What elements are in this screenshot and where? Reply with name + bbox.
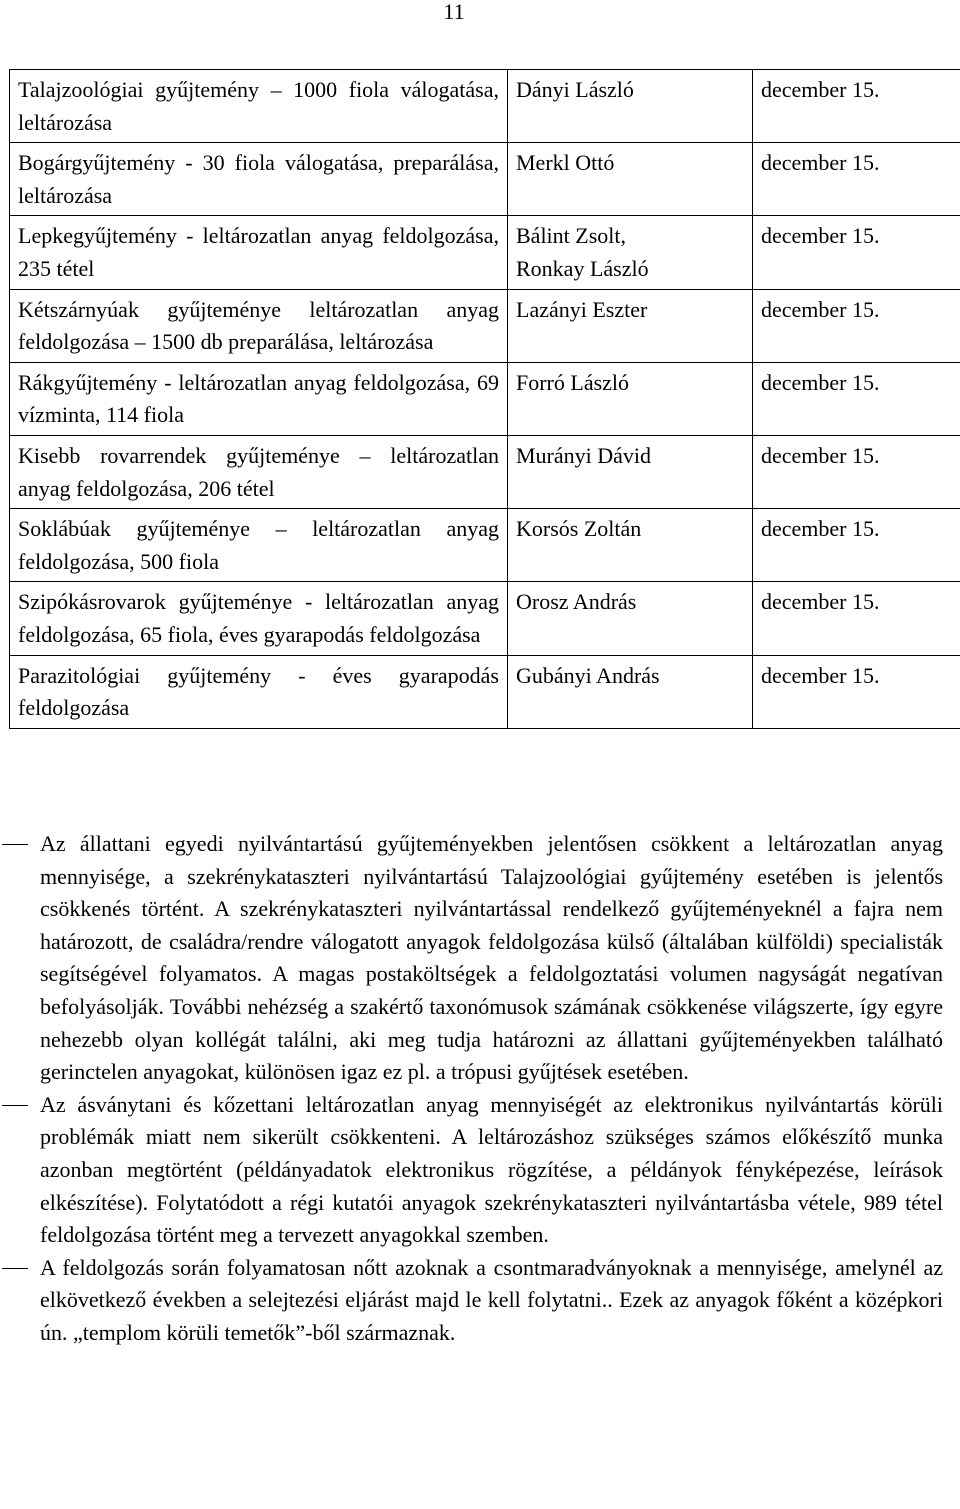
table-row [10,143,960,216]
responsible-cell [508,143,753,216]
task-cell: Parazitológiai gyűjtemény - éves gyarapodás feldolgozása [10,655,508,728]
task-table [9,69,960,729]
paragraph-text: Az ásványtani és kőzettani leltározatlan anyag mennyiségét az elektronikus nyilvántartás körüli problémák miatt nem sikerült csökkenteni. A leltározáshoz szükséges számos előkészítő munka azonban megtörtént (példányadatok elektronikus rögzítése, a példányok fényképezése, leírások elkészítése). Folytatódott a régi kutatói anyagok szekrénykataszteri nyilvántartásba vétele, 989 tétel feldolgozása történt meg a tervezett anyagokkal szemben. [40,1091,943,1248]
responsible-cell [508,362,753,435]
task-cell: Szipókásrovarok gyűjteménye - leltározatlan anyag feldolgozása, 65 fiola, éves gyarapodás feldolgozása [10,582,508,655]
deadline-cell: december 15. [753,362,960,435]
responsible-name: Lazányi Eszter [516,296,648,322]
task-cell: Bogárgyűjtemény - 30 fiola válogatása, preparálása, leltározása [10,143,508,216]
responsible-cell [508,289,753,362]
responsible-name: Dányi László [516,77,634,102]
task-cell: Rákgyűjtemény - leltározatlan anyag feldolgozása, 69 vízminta, 114 fiola [10,362,508,435]
deadline-cell: december 15. [753,143,960,216]
responsible-name: Gubányi András [516,662,660,688]
responsible-cell [508,655,753,728]
responsible-cell [508,70,753,143]
deadline-cell: december 15. [753,509,960,582]
deadline-cell: december 15. [753,289,960,362]
responsible-name: Forró László [516,369,630,395]
table-row [10,435,960,508]
task-cell: Lepkegyűjtemény - leltározatlan anyag feldolgozása, 235 tétel [10,216,508,289]
body-text [0,828,943,1350]
task-cell: Kétszárnyúak gyűjteménye leltározatlan anyag feldolgozása – 1500 db preparálása, leltározása [10,289,508,362]
table-row [10,362,960,435]
bullet-paragraph [0,1089,943,1252]
responsible-cell [508,582,753,655]
table-row [10,655,960,728]
task-cell: Talajzoológiai gyűjtemény – 1000 fiola válogatása, leltározása [10,70,508,143]
responsible-name: Korsós Zoltán [516,516,642,542]
paragraph-text: A feldolgozás során folyamatosan nőtt azoknak a csontmaradványoknak a mennyisége, amelynél az elkövetkező években a selejtezési eljárást majd le kell folytatni.. Ezek az anyagok főként a középkori ún. „templom körüli temetők”-ből származnak. [40,1254,943,1345]
responsible-name: Orosz András [516,589,637,615]
responsible-cell [508,216,753,289]
task-cell: Soklábúak gyűjteménye – leltározatlan anyag feldolgozása, 500 fiola [10,509,508,582]
table-row [10,70,960,143]
bullet-paragraph [0,828,943,1089]
responsible-name: Bálint Zsolt, [516,223,626,249]
table-row [10,216,960,289]
paragraph-text: Az állattani egyedi nyilvántartású gyűjteményekben jelentősen csökkent a leltározatlan anyag mennyisége, a szekrénykataszteri nyilvántartású Talajzoológiai gyűjtemény esetében is jelentős csökkenés történt. A szekrénykataszteri nyilvántartással rendelkező gyűjteményeknél a fajra nem határozott, de családra/rendre válogatott anyagok feldolgozása külső (általában külföldi) specialisták segítségével folyamatos. A magas postaköltségek a feldolgoztatási volumen nagyságát negatívan befolyásolják. További nehézség a szakértő taxonómusok számának csökkenése világszerte, így egyre nehezebb olyan kollégát találni, aki meg tudja határozni az állattani gyűjteményekben található gerinctelen anyagokat, különösen igaz ez pl. a trópusi gyűjtések esetében. [40,831,943,1085]
bullet-paragraph [0,1252,943,1350]
table-row [10,509,960,582]
table-row [10,582,960,655]
task-table-body [10,70,960,729]
responsible-name: Merkl Ottó [516,150,615,176]
deadline-cell: december 15. [753,70,960,143]
deadline-cell: december 15. [753,435,960,508]
table-row [10,289,960,362]
responsible-name: Murányi Dávid [516,442,652,468]
responsible-name: Ronkay László [516,255,649,281]
deadline-cell: december 15. [753,582,960,655]
page-number: 11 [443,0,465,24]
task-cell: Kisebb rovarrendek gyűjteménye – leltározatlan anyag feldolgozása, 206 tétel [10,435,508,508]
responsible-cell [508,435,753,508]
responsible-cell [508,509,753,582]
deadline-cell: december 15. [753,655,960,728]
deadline-cell: december 15. [753,216,960,289]
